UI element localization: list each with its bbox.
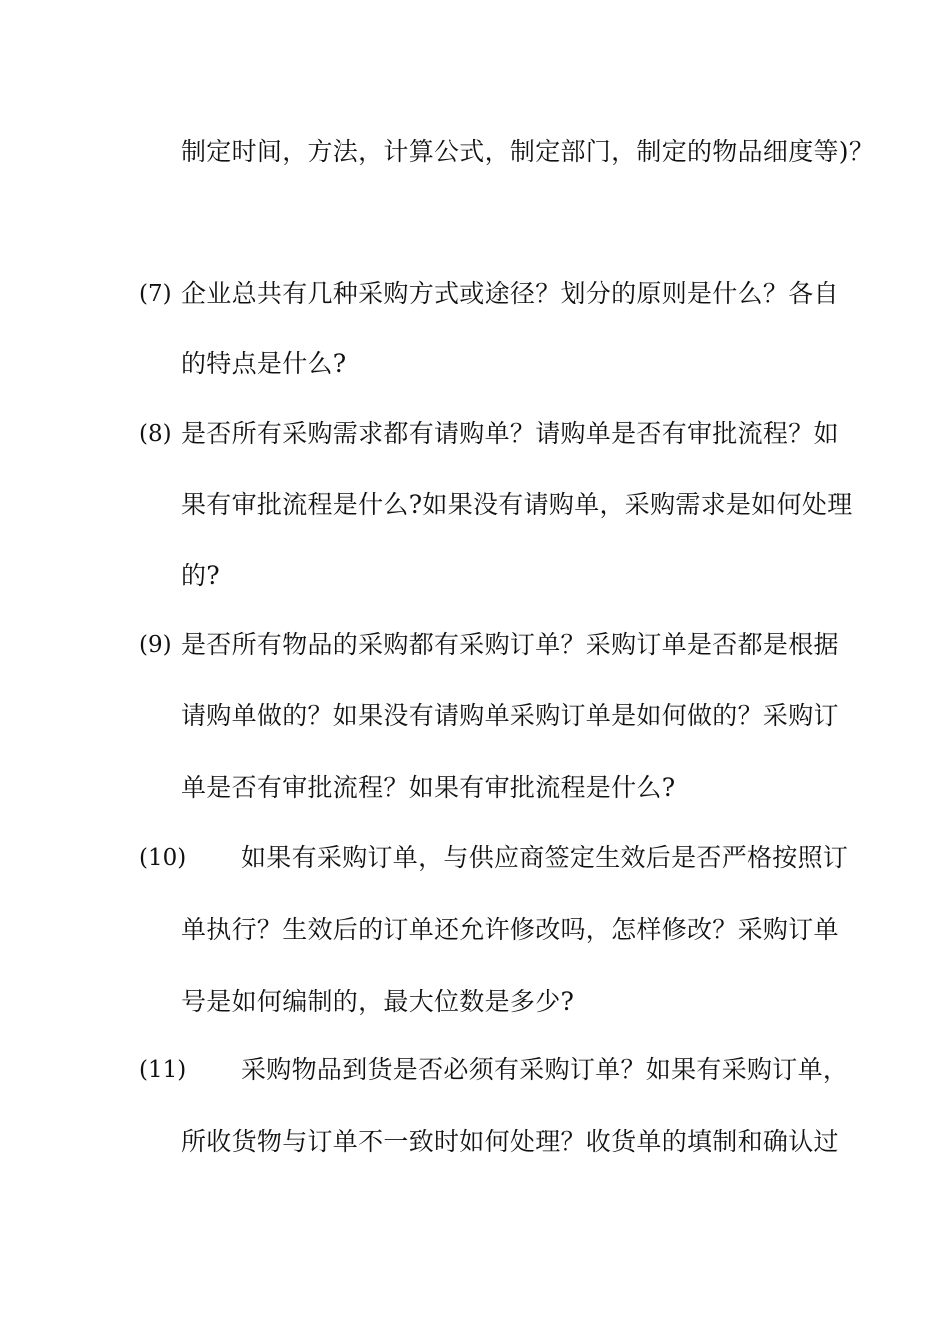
item-8-line-3: 的? — [181, 561, 221, 590]
item-11-line-2: 所收货物与订单不一致时如何处理？收货单的填制和确认过 — [181, 1127, 839, 1156]
item-9-line-2: 请购单做的？如果没有请购单采购订单是如何做的？采购订 — [181, 701, 839, 730]
item-11-number: (11) — [139, 1057, 187, 1083]
item-10-line-1: 如果有采购订单，与供应商签定生效后是否严格按照订 — [241, 843, 849, 872]
item-7-number: (7) — [139, 281, 172, 307]
item-8-line-1: 是否所有采购需求都有请购单？请购单是否有审批流程？如 — [181, 419, 839, 448]
item-10-line-2: 单执行？生效后的订单还允许修改吗，怎样修改？采购订单 — [181, 915, 839, 944]
item-8-number: (8) — [139, 421, 172, 447]
item-11-line-1: 采购物品到货是否必须有采购订单？如果有采购订单， — [241, 1055, 849, 1084]
item-7-line-2: 的特点是什么? — [181, 349, 347, 378]
item-10-line-3: 号是如何编制的，最大位数是多少? — [181, 987, 575, 1016]
item-9-number: (9) — [139, 632, 172, 658]
item-8-line-2: 果有审批流程是什么?如果没有请购单，采购需求是如何处理 — [181, 490, 853, 519]
item-10-number: (10) — [139, 845, 187, 871]
item-6-continuation: 制定时间，方法，计算公式，制定部门，制定的物品细度等)？ — [181, 137, 875, 166]
item-7-line-1: 企业总共有几种采购方式或途径？划分的原则是什么？各自 — [181, 279, 839, 308]
item-9-line-3: 单是否有审批流程？如果有审批流程是什么? — [181, 773, 676, 802]
item-9-line-1: 是否所有物品的采购都有采购订单？采购订单是否都是根据 — [181, 630, 839, 659]
